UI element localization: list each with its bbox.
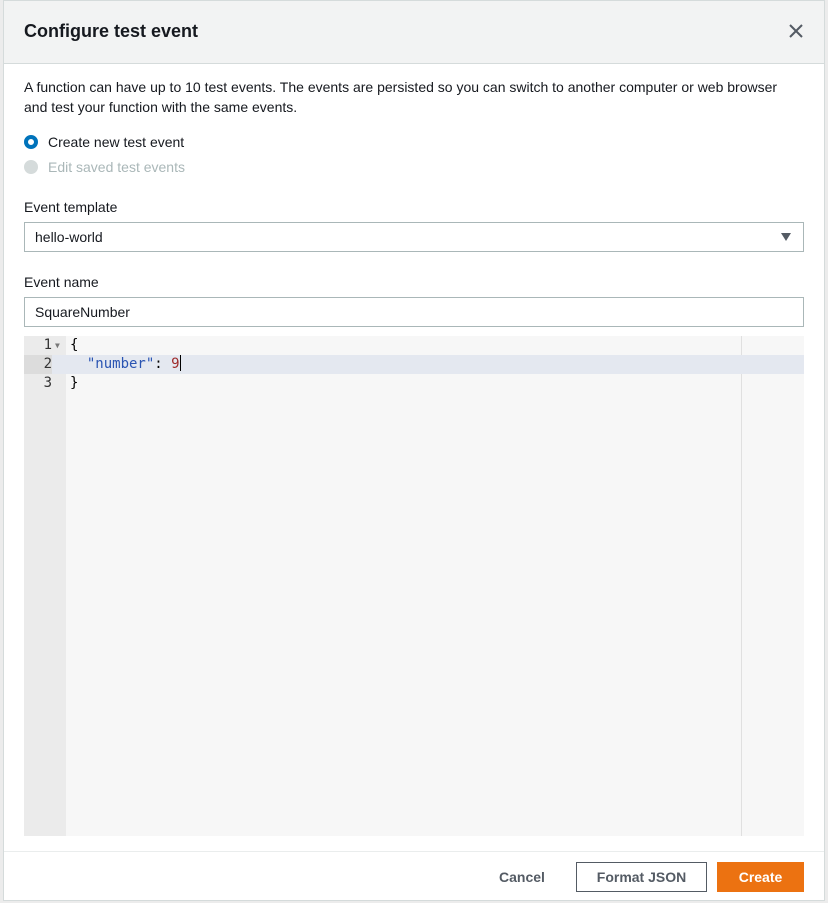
event-name-value: SquareNumber (35, 304, 130, 320)
json-code-editor[interactable] (24, 336, 804, 836)
radio-checked-icon[interactable] (24, 135, 38, 149)
line-number: 1 (43, 337, 52, 353)
editor-gutter (24, 336, 66, 836)
code-text: { (70, 337, 79, 353)
radio-create-new-label: Create new test event (48, 134, 185, 150)
modal-title: Configure test event (24, 21, 199, 41)
event-template-label: Event template (24, 199, 118, 215)
close-icon[interactable] (786, 21, 806, 41)
json-key: "number" (86, 356, 155, 372)
event-template-value: hello-world (35, 229, 103, 245)
editor-print-margin (741, 336, 742, 836)
format-json-button[interactable]: Format JSON (576, 862, 707, 892)
dropdown-arrow-icon (781, 233, 791, 241)
line-number: 2 (24, 355, 52, 374)
modal-footer (4, 851, 824, 903)
configure-test-event-modal (3, 0, 825, 901)
modal-description: A function can have up to 10 test events. The events are persisted so you can switch to another computer or web browser and test your function with the same events. (24, 79, 778, 115)
radio-edit-saved-label: Edit saved test events (48, 159, 185, 175)
text-caret (180, 355, 181, 371)
modal-header (4, 1, 824, 64)
radio-edit-saved (24, 157, 185, 177)
json-separator: : (154, 356, 172, 372)
code-indent (70, 356, 87, 372)
create-button[interactable]: Create (717, 862, 804, 892)
editor-line (24, 336, 804, 355)
editor-line-active (24, 355, 804, 374)
event-template-select[interactable] (24, 222, 804, 252)
radio-create-new[interactable] (24, 132, 184, 152)
code-text: } (70, 375, 79, 391)
editor-line (24, 374, 804, 393)
json-value: 9 (171, 356, 180, 372)
event-name-input[interactable] (24, 297, 804, 327)
fold-toggle-icon[interactable]: ▼ (55, 341, 60, 350)
cancel-button[interactable]: Cancel (499, 869, 545, 885)
event-name-label: Event name (24, 274, 99, 290)
radio-disabled-icon (24, 160, 38, 174)
code-text (70, 355, 181, 374)
line-number: 3 (43, 375, 52, 391)
